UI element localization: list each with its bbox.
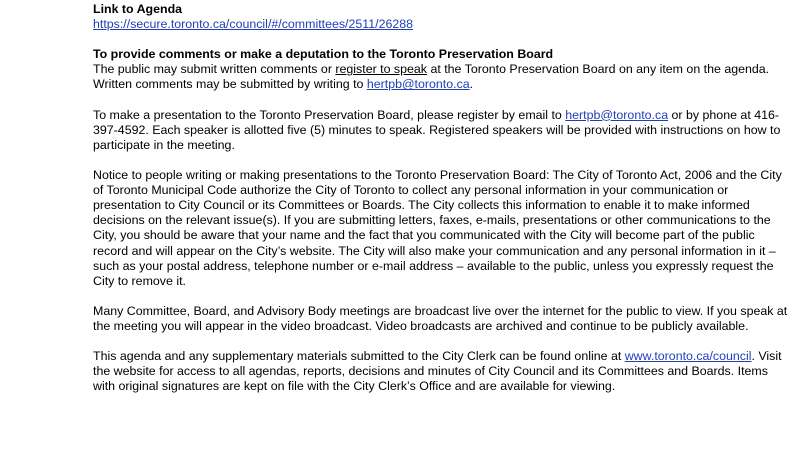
comments-text-1: The public may submit written comments or <box>93 62 336 77</box>
materials-text-2: . Visit the website for access to all agendas, reports, decisions and minutes of City Council and its Committees and Boards. Items with original signatures are kept on file with the City Clerk’s Office and are available for viewing. <box>93 349 782 394</box>
spacer <box>93 289 793 304</box>
register-to-speak-link[interactable]: register to speak <box>335 62 427 77</box>
spacer <box>93 32 793 47</box>
council-website-link[interactable]: www.toronto.ca/council <box>624 349 752 364</box>
comments-paragraph <box>93 62 793 92</box>
comments-email-link[interactable]: hertpb@toronto.ca <box>366 77 470 92</box>
agenda-link[interactable]: https://secure.toronto.ca/council/#/committees/2511/26288 <box>93 17 414 32</box>
comments-heading: To provide comments or make a deputation to the Toronto Preservation Board <box>93 47 554 62</box>
notice-paragraph: Notice to people writing or making presentations to the Toronto Preservation Board: The City of Toronto Act, 2006 and the City of Toronto Municipal Code authorize the City of Toronto to collect any personal information in your communication or presentation to City Council or its Committees or Boards. The City collects this information to enable it to make informed decisions on the relevant issue(s). If you are submitting letters, faxes, e-mails, presentations or other communications to the City, you should be aware that your name and the fact that you communicated with the City will become part of the public record and will appear on the City’s website. The City will also make your communication and any personal information in it – such as your postal address, telephone number or e-mail address – available to the public, unless you expressly request the City to remove it. <box>93 168 782 288</box>
presentation-text-1: To make a presentation to the Toronto Preservation Board, please register by email to <box>93 107 566 122</box>
presentation-email-link[interactable]: hertpb@toronto.ca <box>565 107 669 122</box>
spacer <box>93 334 793 349</box>
presentation-text-2: or by phone at 416-397-4592. Each speaker is allotted five (5) minutes to speak. Registered speakers will be provided with instructions on how to participate in the meeting. <box>93 107 781 152</box>
materials-text-1: This agenda and any supplementary materials submitted to the City Clerk can be found online at <box>93 349 625 364</box>
spacer <box>93 93 793 108</box>
agenda-heading: Link to Agenda <box>93 2 183 16</box>
presentation-paragraph <box>93 108 793 153</box>
spacer <box>93 153 793 168</box>
agenda-link-line <box>93 17 793 32</box>
comments-text-2: at the Toronto Preservation Board on any item on the agenda. Written comments may be submitted by writing to <box>93 62 770 92</box>
document-page <box>93 2 793 394</box>
materials-paragraph <box>93 349 793 394</box>
comments-text-3: . <box>469 77 474 92</box>
broadcast-paragraph: Many Committee, Board, and Advisory Body meetings are broadcast live over the internet for the public to view. If you speak at the meeting you will appear in the video broadcast. Video broadcasts are archived and continue to be publicly available. <box>93 303 788 333</box>
